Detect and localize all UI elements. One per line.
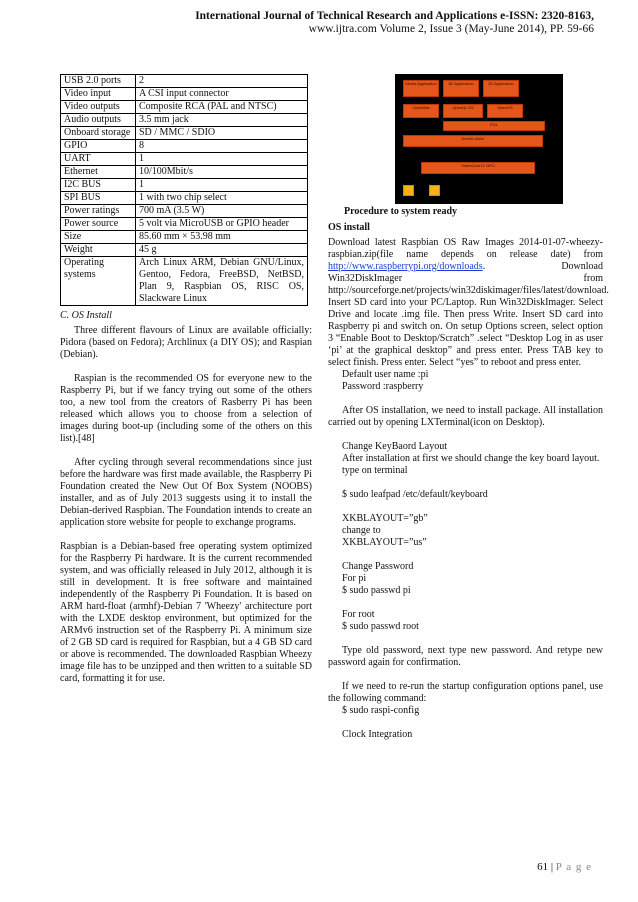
spec-table xyxy=(60,74,308,306)
left-column xyxy=(60,74,312,685)
spec-value: 2 xyxy=(136,75,308,88)
page-label: P a g e xyxy=(555,861,592,873)
code-line: XKBLAYOUT=”gb” xyxy=(342,513,428,524)
table-row xyxy=(61,257,308,306)
journal-header xyxy=(34,10,594,36)
figure-chip xyxy=(403,185,414,196)
spec-key: I2C BUS xyxy=(61,179,136,192)
subheading: Change Password xyxy=(342,561,414,572)
text-line: For root xyxy=(342,609,375,620)
paragraph: If we need to re-run the startup configuration options panel, use the following command: xyxy=(328,681,603,704)
table-row xyxy=(61,114,308,127)
text-line: Password :raspberry xyxy=(342,381,424,392)
table-row xyxy=(61,179,308,192)
command-line: $ sudo passwd root xyxy=(342,621,419,632)
journal-title: International Journal of Technical Research and Applications e-ISSN: 2320-8163, xyxy=(195,10,594,22)
table-row xyxy=(61,218,308,231)
spec-key: UART xyxy=(61,153,136,166)
text-line: For pi xyxy=(342,573,367,584)
table-row xyxy=(61,153,308,166)
subheading: Clock Integration xyxy=(342,729,413,740)
spec-value: 8 xyxy=(136,140,308,153)
paragraph: After cycling through several recommendations since just before the hardware was first made available, the Raspberry Pi Foundation created the New Out Of Box System (NOOBS) installer, and as of July 2013 suggests using it to install the Debian-derived Raspbian. The Foundation intends to create an application store website for people to exchange programs. xyxy=(60,457,312,528)
section-heading: OS install xyxy=(328,222,370,233)
table-row xyxy=(61,101,308,114)
command-line: $ sudo passwd pi xyxy=(342,585,411,596)
table-row xyxy=(61,205,308,218)
journal-volume: www.ijtra.com Volume 2, Issue 3 (May-June 2014), PP. 59-66 xyxy=(308,23,594,35)
code-line: XKBLAYOUT=”us” xyxy=(342,537,427,548)
spec-key: Video input xyxy=(61,88,136,101)
text-line: type on terminal xyxy=(342,465,408,476)
figure-box: Kernel driver xyxy=(403,135,543,147)
spec-key: SPI BUS xyxy=(61,192,136,205)
subheading: Change KeyBaord Layout xyxy=(342,441,447,452)
page-footer xyxy=(537,861,592,873)
paragraph: Raspian is the recommended OS for everyone new to the Raspberry Pi, but if we fancy trying out some of the others too, a new tool from the creators of Rasberry Pi has been released which allows you to choose from a selection of images during boot-up (including some of the others on this list).[48] xyxy=(60,373,312,444)
command-line: $ sudo leafpad /etc/default/keyboard xyxy=(342,489,488,500)
figure-box: VideoCore IV GPU xyxy=(421,162,535,174)
spec-value: 45 g xyxy=(136,244,308,257)
spec-value: Arch Linux ARM, Debian GNU/Linux, Gentoo, Fedora, FreeBSD, NetBSD, Plan 9, Raspbian OS, RISC OS, Slackware Linux xyxy=(136,257,308,306)
paragraph: Download latest Raspbian OS Raw Images 2014-01-07-wheezy-raspbian.zip(file name depends on release date) from http://www.raspberrypi.org/downloads. Download Win32DiskImager from http://sourceforge.net/projects/win32diskimager/files/latest/download. Insert SD card into your PC/Laptop. Run Win32DiskImager. Select Drive and locate .img file. Then press Write. Insert SD card into Raspberry pi and switch on. On setup Options screen, select option 3 “Enable Boot to Desktop/Scratch” .select “Desktop Log in as user ‘pi’ at the graphical desktop” and press enter. Press TAB key to select finish. Press enter. Select “yes” to reboot and press enter. xyxy=(328,237,609,368)
spec-key: Weight xyxy=(61,244,136,257)
architecture-figure xyxy=(395,74,563,204)
spec-value: 1 with two chip select xyxy=(136,192,308,205)
spec-value: SD / MMC / SDIO xyxy=(136,127,308,140)
figure-box: OpenGL ES xyxy=(443,104,483,118)
figure-box: OpenVG xyxy=(487,104,523,118)
text-line: change to xyxy=(342,525,381,536)
spec-value: 85.60 mm × 53.98 mm xyxy=(136,231,308,244)
spec-key: Video outputs xyxy=(61,101,136,114)
spec-key: Power source xyxy=(61,218,136,231)
figure-box: EGL xyxy=(443,121,545,131)
table-row xyxy=(61,244,308,257)
paragraph: After OS installation, we need to install package. All installation carried out by opening LXTerminal(icon on Desktop). xyxy=(328,405,603,428)
spec-value: 700 mA (3.5 W) xyxy=(136,205,308,218)
spec-value: 1 xyxy=(136,179,308,192)
table-row xyxy=(61,192,308,205)
table-row xyxy=(61,75,308,88)
spec-key: Ethernet xyxy=(61,166,136,179)
paragraph: Three different flavours of Linux are available officially: Pidora (based on Fedora); Archlinux (a DIY OS); and Raspian (Debian). xyxy=(60,325,312,360)
figure-chip xyxy=(429,185,440,196)
spec-value: 5 volt via MicroUSB or GPIO header xyxy=(136,218,308,231)
table-row xyxy=(61,88,308,101)
spec-key: Operating systems xyxy=(61,257,136,306)
section-heading: C. OS Install xyxy=(60,310,112,321)
figure-box: 2D Application xyxy=(483,80,519,97)
figure-caption: Procedure to system ready xyxy=(344,206,458,217)
paragraph: Raspbian is a Debian-based free operating system optimized for the Raspberry Pi hardware. It is the current recommended system, and was officially released in July 2012, although it is still in development. It is free software and maintained independently of the Raspberry Pi Foundation. It is based on ARM hard-float (armhf)-Debian 7 'Wheezy' architecture port with the LXDE desktop environment, but optimized for the ARMv6 instruction set of the Raspberry Pi. A minimum size of 2 GB SD card is required for Raspbian, but a 4 GB SD card or above is recommended. The downloaded Raspbian Wheezy image file has to be unzipped and then written to a suitable SD card, formatting it for use. xyxy=(60,541,312,684)
spec-value: A CSI input connector xyxy=(136,88,308,101)
downloads-link[interactable]: http://www.raspberrypi.org/downloads xyxy=(328,261,483,272)
table-row xyxy=(61,127,308,140)
spec-value: 1 xyxy=(136,153,308,166)
spec-key: USB 2.0 ports xyxy=(61,75,136,88)
spec-value: 10/100Mbit/s xyxy=(136,166,308,179)
figure-box: OpenMax xyxy=(403,104,439,118)
spec-value: Composite RCA (PAL and NTSC) xyxy=(136,101,308,114)
spec-key: Onboard storage xyxy=(61,127,136,140)
figure-box: 3D Application xyxy=(443,80,479,97)
figure-box: Media Application xyxy=(403,80,439,97)
text-line: Default user name :pi xyxy=(342,369,429,380)
spec-key: GPIO xyxy=(61,140,136,153)
table-row xyxy=(61,231,308,244)
paragraph: After installation at first we should change the key board layout. xyxy=(342,453,600,464)
command-line: $ sudo raspi-config xyxy=(342,705,420,716)
right-column xyxy=(328,74,609,741)
spec-key: Power ratings xyxy=(61,205,136,218)
table-row xyxy=(61,140,308,153)
paragraph: Type old password, next type new password. And retype new password again for confirmation. xyxy=(328,645,603,668)
table-row xyxy=(61,166,308,179)
spec-value: 3.5 mm jack xyxy=(136,114,308,127)
spec-key: Size xyxy=(61,231,136,244)
spec-key: Audio outputs xyxy=(61,114,136,127)
page-number: 61 | xyxy=(537,861,556,873)
